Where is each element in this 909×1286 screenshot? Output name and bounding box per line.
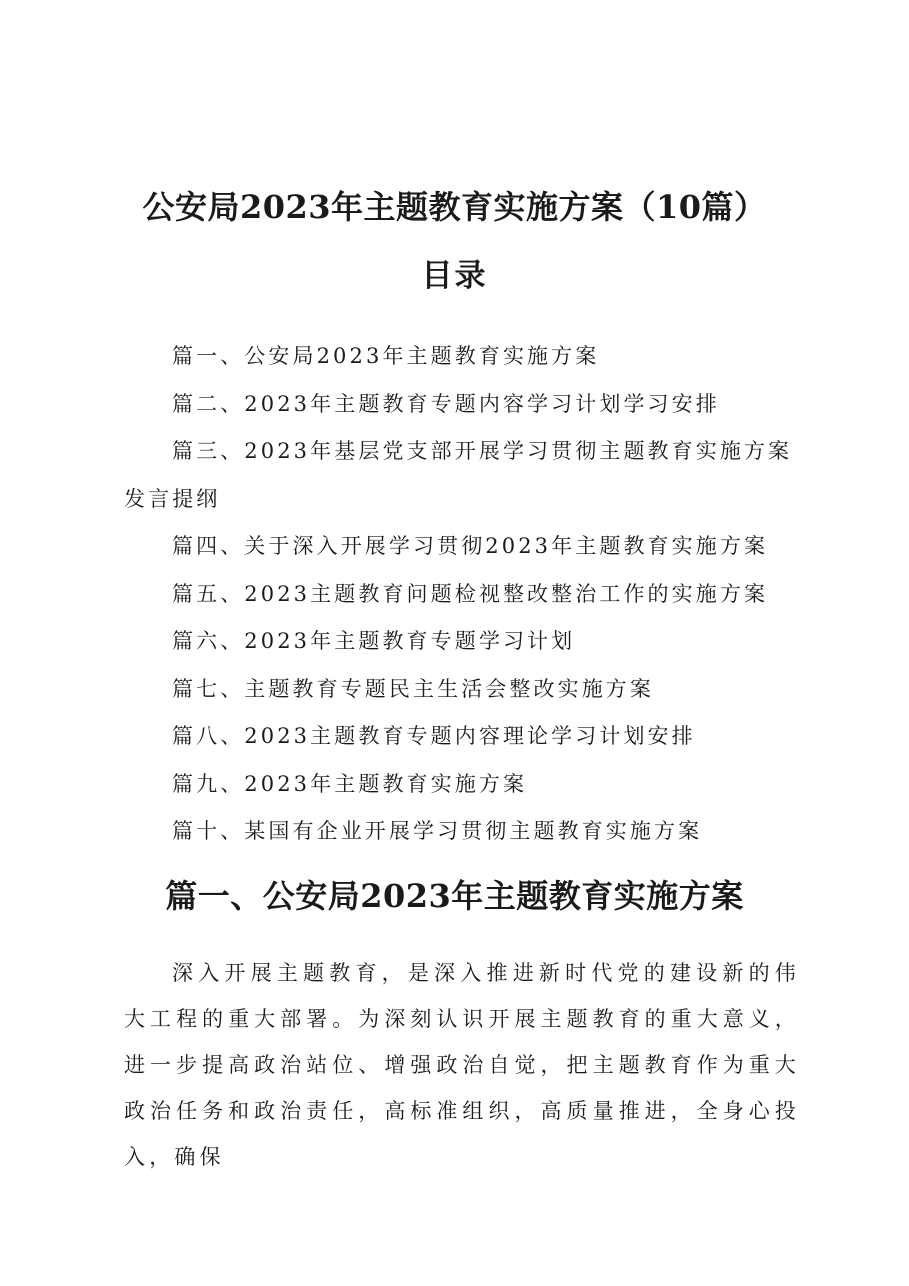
toc-item: 篇七、主题教育专题民主生活会整改实施方案 xyxy=(172,676,654,701)
body-paragraph: 深入开展主题教育，是深入推进新时代党的建设新的伟大工程的重大部署。为深刻认识开展主题教育的重大意义，进一步提高政治站位、增强政治自觉，把主题教育作为重大政治任务和政治责任，高标准组织，高质量推进，全身心投入，确保 xyxy=(124,961,800,1169)
section-title: 篇一、公安局2023年主题教育实施方案 xyxy=(165,877,744,915)
toc-item: 篇二、2023年主题教育专题内容学习计划学习安排 xyxy=(172,391,720,416)
table-of-contents xyxy=(124,333,804,856)
toc-item: 篇一、公安局2023年主题教育实施方案 xyxy=(172,344,600,368)
toc-item: 篇五、2023主题教育问题检视整改整治工作的实施方案 xyxy=(172,581,769,606)
toc-item: 篇四、关于深入开展学习贯彻2023年主题教育实施方案 xyxy=(172,534,769,558)
toc-heading: 目录 xyxy=(421,258,488,294)
toc-item: 篇十、某国有企业开展学习贯彻主题教育实施方案 xyxy=(172,819,703,843)
toc-item: 篇六、2023年主题教育专题学习计划 xyxy=(172,629,576,653)
document-title: 公安局2023年主题教育实施方案（10篇） xyxy=(142,188,767,226)
toc-item: 篇三、2023年基层党支部开展学习贯彻主题教育实施方案发言提纲 xyxy=(124,439,793,511)
toc-item: 篇九、2023年主题教育实施方案 xyxy=(172,771,528,796)
toc-item: 篇八、2023主题教育专题内容理论学习计划安排 xyxy=(172,724,696,748)
